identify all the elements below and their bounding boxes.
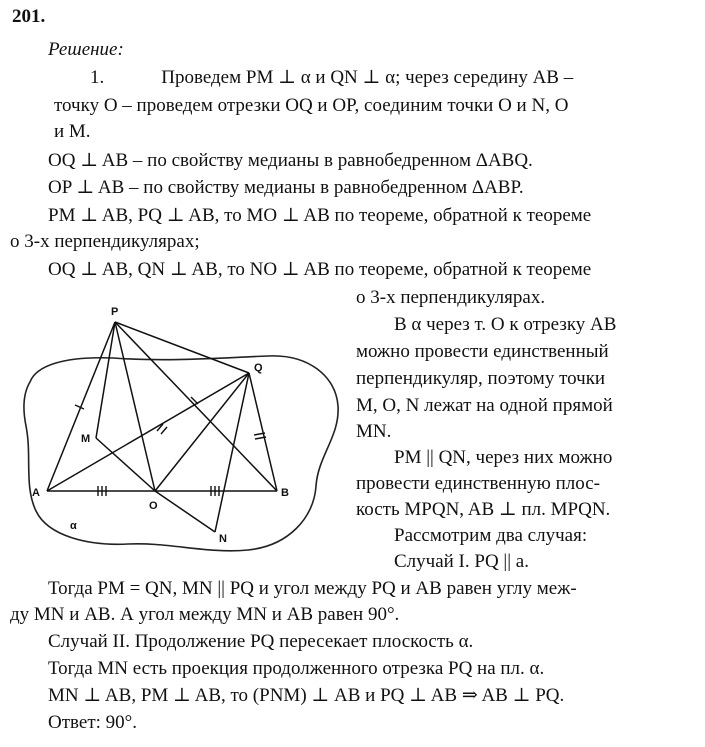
- segment-PQ: [115, 322, 249, 373]
- segment-PA: [47, 322, 115, 491]
- text-line-10: В α через т. O к отрезку AB: [394, 314, 617, 335]
- text-line-12: перпендикуляр, поэтому точки: [356, 368, 606, 389]
- label-M: M: [81, 433, 91, 445]
- label-Q: Q: [254, 362, 263, 374]
- text-line-6: PM ⊥ AB, PQ ⊥ AB, то MO ⊥ AB по теореме, обратной к теореме: [48, 205, 592, 226]
- text-line-21: ду MN и AB. А угол между MN и AB равен 90°.: [10, 604, 400, 625]
- text-line-13: M, O, N лежат на одной прямой: [356, 395, 613, 416]
- text-line-14: MN.: [356, 421, 392, 442]
- label-O: O: [149, 500, 158, 512]
- label-P: P: [111, 306, 119, 318]
- geometry-figure: [18, 296, 343, 558]
- text-line-1: 1. Проведем PM ⊥ α и QN ⊥ α; через середину AB –: [90, 67, 574, 88]
- segment-QN: [215, 373, 249, 532]
- problem-number: 201.: [12, 6, 46, 27]
- segment-QB: [249, 373, 277, 491]
- segment-PO: [115, 322, 155, 491]
- solution-heading: Решение:: [48, 39, 124, 60]
- segment-PB: [115, 322, 277, 491]
- text-line-7: о 3-х перпендикулярах;: [10, 231, 200, 252]
- text-line-15: PM || QN, через них можно: [394, 447, 613, 468]
- text-line-8: OQ ⊥ AB, QN ⊥ AB, то NO ⊥ AB по теореме, обратной к теореме: [48, 259, 592, 280]
- label-N: N: [219, 533, 227, 545]
- text-line-18: Рассмотрим два случая:: [394, 525, 588, 546]
- text-line-25: Ответ: 90°.: [48, 712, 137, 733]
- label-A: A: [32, 487, 40, 499]
- text-line-22: Случай II. Продолжение PQ пересекает плоскость α.: [48, 631, 474, 652]
- tick-marks: [75, 397, 266, 496]
- label-alpha: α: [70, 520, 77, 532]
- segment-PM: [96, 322, 115, 438]
- segment-AQ: [47, 373, 249, 491]
- text-line-4: OQ ⊥ AB – по свойству медианы в равнобедренном ΔABQ.: [48, 150, 533, 171]
- text-line-16: провести единственную плос-: [356, 473, 600, 494]
- text-line-23: Тогда MN есть проекция продолженного отрезка PQ на пл. α.: [48, 658, 545, 679]
- segment-QO: [155, 373, 249, 491]
- text-line-2: точку O – проведем отрезки OQ и OP, соединим точки O и N, O: [54, 95, 569, 116]
- text-line-20: Тогда PM = QN, MN || PQ и угол между PQ и AB равен углу меж-: [48, 578, 577, 599]
- label-B: B: [281, 487, 289, 499]
- text-line-3: и M.: [54, 121, 91, 142]
- text-line-19: Случай I. PQ || a.: [394, 551, 529, 572]
- text-line-17: кость MPQN, AB ⊥ пл. MPQN.: [356, 499, 611, 520]
- text-line-11: можно провести единственный: [356, 341, 609, 362]
- text-line-24: MN ⊥ AB, PM ⊥ AB, то (PNM) ⊥ AB и PQ ⊥ AB ⇒ AB ⊥ PQ.: [48, 685, 565, 706]
- segment-ON: [155, 491, 215, 532]
- text-line-5: OP ⊥ AB – по свойству медианы в равнобедренном ΔABP.: [48, 177, 524, 198]
- text-line-9: о 3-х перпендикулярах.: [356, 287, 546, 308]
